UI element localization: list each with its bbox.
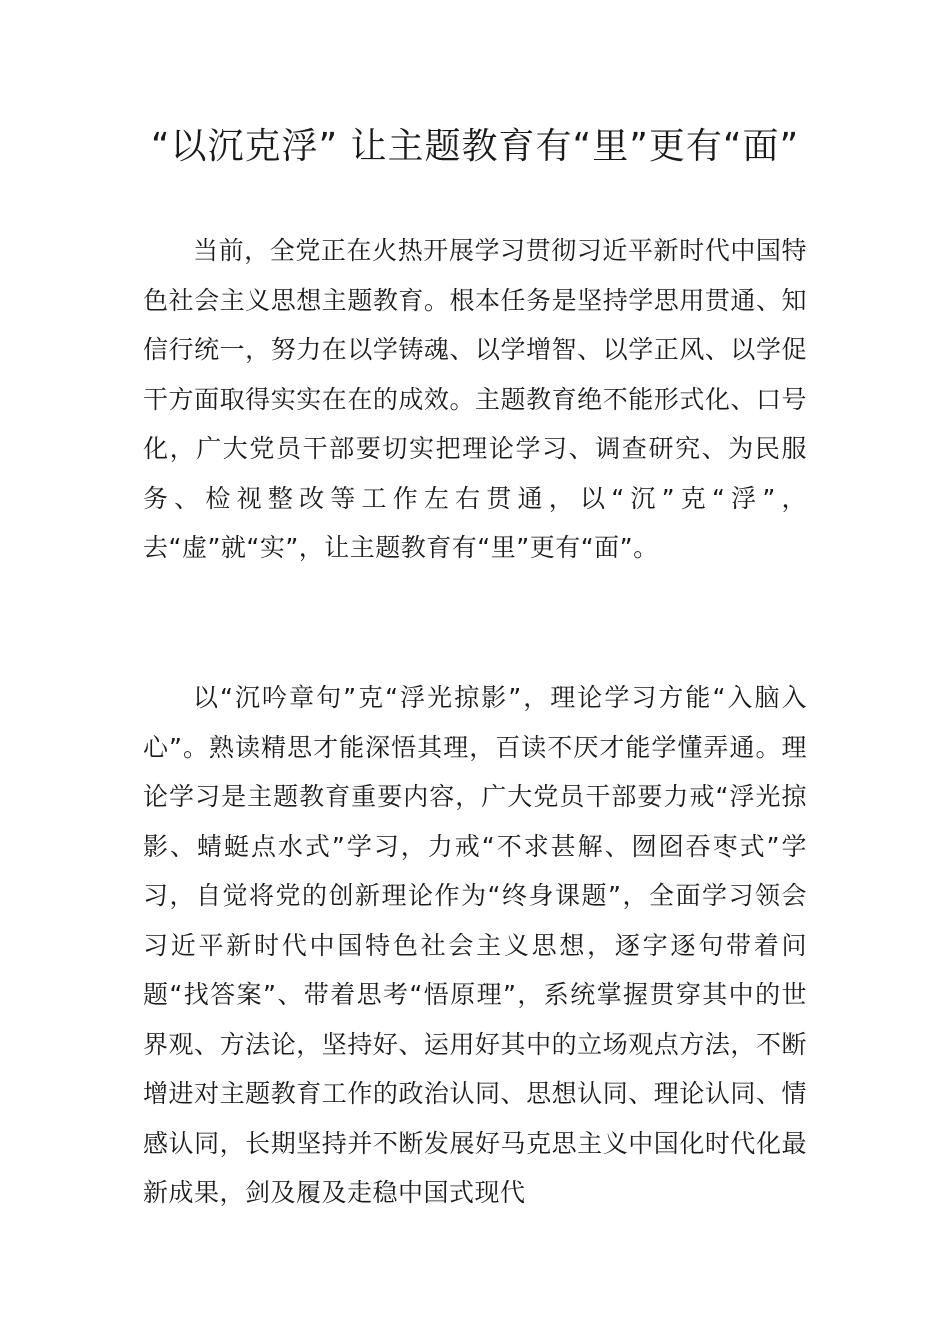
paragraph-theory-study: 以“沉吟章句”克“浮光掠影”，理论学习方能“入脑入心”。熟读精思才能深悟其理，百读不厌才能学懂弄通。理论学习是主题教育重要内容，广大党员干部要力戒“浮光掠影、蜻蜓点水式”学习，力戒“不求甚解、囫囵吞枣式”学习，自觉将党的创新理论作为“终身课题”，全面学习领会习近平新时代中国特色社会主义思想，逐字逐句带着问题“找答案”、带着思考“悟原理”，系统掌握贯穿其中的世界观、方法论，坚持好、运用好其中的立场观点方法，不断增进对主题教育工作的政治认同、思想认同、理论认同、情感认同，长期坚持并不断发展好马克思主义中国化时代化最新成果，剑及履及走稳中国式现代 [143,683,807,1207]
document-title: “以沉克浮” 让主题教育有“里”更有“面” [150,126,800,167]
paragraph-intro: 当前，全党正在火热开展学习贯彻习近平新时代中国特色社会主义思想主题教育。根本任务是坚持学思用贯通、知信行统一，努力在以学铸魂、以学增智、以学正风、以学促干方面取得实实在在的成效。主题教育绝不能形式化、口号化，广大党员干部要切实把理论学习、调查研究、为民服务、检视整改等工作左右贯通，以“沉”克“浮”，去“虚”就“实”，让主题教育有“里”更有“面”。 [143,236,807,562]
